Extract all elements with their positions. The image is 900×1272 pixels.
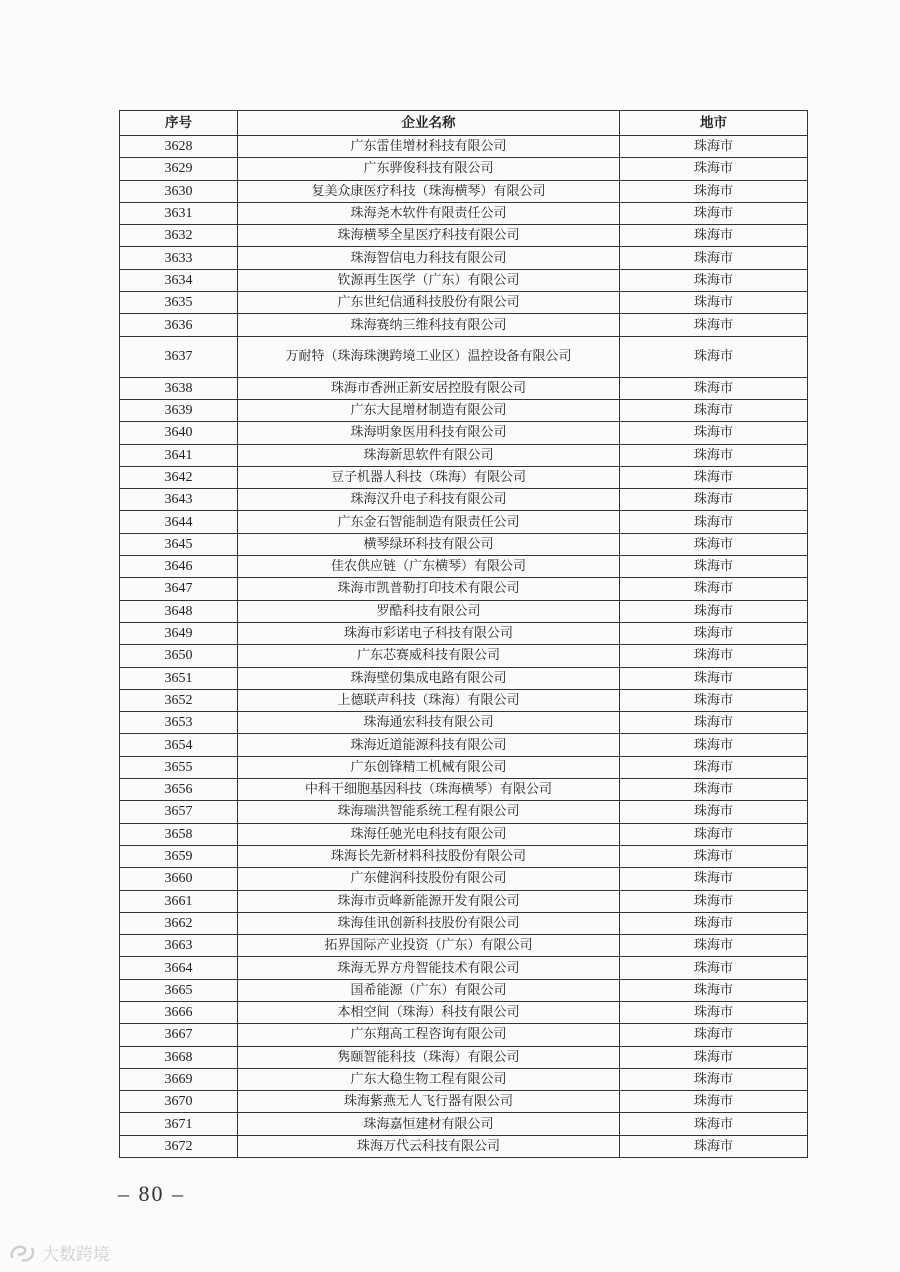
table-row: [120, 868, 808, 890]
table-row: [120, 136, 808, 158]
cell-city: 珠海市: [620, 136, 808, 158]
cell-serial: 3636: [120, 314, 238, 336]
cell-city: 珠海市: [620, 247, 808, 269]
table-row: [120, 756, 808, 778]
table-row: [120, 466, 808, 488]
table-row: [120, 269, 808, 291]
table-row: [120, 202, 808, 224]
cell-city: 珠海市: [620, 890, 808, 912]
cell-company-name: 中科干细胞基因科技（珠海横琴）有限公司: [238, 779, 620, 801]
cell-serial: 3654: [120, 734, 238, 756]
cell-serial: 3671: [120, 1113, 238, 1135]
cell-city: 珠海市: [620, 667, 808, 689]
cell-city: 珠海市: [620, 158, 808, 180]
cell-city: 珠海市: [620, 556, 808, 578]
cell-company-name: 珠海近道能源科技有限公司: [238, 734, 620, 756]
table-header-row: [120, 111, 808, 136]
cell-city: 珠海市: [620, 578, 808, 600]
cell-city: 珠海市: [620, 779, 808, 801]
cell-serial: 3653: [120, 712, 238, 734]
table-row: [120, 801, 808, 823]
table-row: [120, 511, 808, 533]
cell-serial: 3632: [120, 225, 238, 247]
cell-city: 珠海市: [620, 336, 808, 377]
cell-company-name: 广东世纪信通科技股份有限公司: [238, 292, 620, 314]
cell-company-name: 珠海新思软件有限公司: [238, 444, 620, 466]
table-row: [120, 600, 808, 622]
cell-company-name: 钦源再生医学（广东）有限公司: [238, 269, 620, 291]
table-row: [120, 377, 808, 399]
cell-company-name: 佳农供应链（广东横琴）有限公司: [238, 556, 620, 578]
cell-serial: 3661: [120, 890, 238, 912]
brand-logo-icon: [8, 1242, 38, 1264]
cell-company-name: 珠海市彩诺电子科技有限公司: [238, 622, 620, 644]
cell-serial: 3647: [120, 578, 238, 600]
table-row: [120, 689, 808, 711]
cell-company-name: 广东翔高工程咨询有限公司: [238, 1024, 620, 1046]
cell-city: 珠海市: [620, 489, 808, 511]
table-row: [120, 336, 808, 377]
cell-serial: 3656: [120, 779, 238, 801]
header-city: 地市: [620, 111, 808, 136]
table-row: [120, 422, 808, 444]
table-row: [120, 247, 808, 269]
cell-serial: 3663: [120, 935, 238, 957]
table-row: [120, 444, 808, 466]
table-row: [120, 180, 808, 202]
cell-city: 珠海市: [620, 756, 808, 778]
table-row: [120, 622, 808, 644]
cell-city: 珠海市: [620, 399, 808, 421]
cell-city: 珠海市: [620, 422, 808, 444]
cell-serial: 3644: [120, 511, 238, 533]
cell-company-name: 珠海佳讯创新科技股份有限公司: [238, 912, 620, 934]
cell-serial: 3657: [120, 801, 238, 823]
cell-serial: 3629: [120, 158, 238, 180]
cell-city: 珠海市: [620, 180, 808, 202]
cell-serial: 3659: [120, 845, 238, 867]
cell-city: 珠海市: [620, 444, 808, 466]
cell-city: 珠海市: [620, 1024, 808, 1046]
cell-company-name: 复美众康医疗科技（珠海横琴）有限公司: [238, 180, 620, 202]
table-row: [120, 578, 808, 600]
cell-serial: 3658: [120, 823, 238, 845]
cell-city: 珠海市: [620, 712, 808, 734]
cell-serial: 3655: [120, 756, 238, 778]
cell-serial: 3646: [120, 556, 238, 578]
cell-company-name: 珠海嘉恒建材有限公司: [238, 1113, 620, 1135]
table-row: [120, 912, 808, 934]
cell-serial: 3668: [120, 1046, 238, 1068]
cell-city: 珠海市: [620, 622, 808, 644]
header-serial: 序号: [120, 111, 238, 136]
cell-company-name: 珠海无界方舟智能技术有限公司: [238, 957, 620, 979]
cell-serial: 3640: [120, 422, 238, 444]
cell-company-name: 国希能源（广东）有限公司: [238, 979, 620, 1001]
cell-serial: 3665: [120, 979, 238, 1001]
cell-serial: 3633: [120, 247, 238, 269]
cell-city: 珠海市: [620, 533, 808, 555]
cell-company-name: 广东骅俊科技有限公司: [238, 158, 620, 180]
cell-company-name: 珠海万代云科技有限公司: [238, 1135, 620, 1157]
cell-company-name: 隽颐智能科技（珠海）有限公司: [238, 1046, 620, 1068]
cell-company-name: 珠海明象医用科技有限公司: [238, 422, 620, 444]
cell-city: 珠海市: [620, 734, 808, 756]
cell-serial: 3670: [120, 1091, 238, 1113]
cell-company-name: 罗酷科技有限公司: [238, 600, 620, 622]
cell-city: 珠海市: [620, 1113, 808, 1135]
cell-city: 珠海市: [620, 957, 808, 979]
table-row: [120, 667, 808, 689]
table-row: [120, 890, 808, 912]
cell-city: 珠海市: [620, 511, 808, 533]
table-row: [120, 1001, 808, 1023]
cell-city: 珠海市: [620, 823, 808, 845]
cell-company-name: 广东创锋精工机械有限公司: [238, 756, 620, 778]
cell-city: 珠海市: [620, 645, 808, 667]
cell-city: 珠海市: [620, 912, 808, 934]
cell-city: 珠海市: [620, 466, 808, 488]
cell-company-name: 广东芯赛威科技有限公司: [238, 645, 620, 667]
table-row: [120, 1113, 808, 1135]
cell-city: 珠海市: [620, 269, 808, 291]
cell-company-name: 豆子机器人科技（珠海）有限公司: [238, 466, 620, 488]
cell-city: 珠海市: [620, 845, 808, 867]
cell-serial: 3650: [120, 645, 238, 667]
cell-company-name: 珠海市香洲正新安居控股有限公司: [238, 377, 620, 399]
cell-company-name: 珠海市凯普勒打印技术有限公司: [238, 578, 620, 600]
cell-company-name: 珠海紫燕无人飞行器有限公司: [238, 1091, 620, 1113]
table-row: [120, 957, 808, 979]
cell-company-name: 广东健润科技股份有限公司: [238, 868, 620, 890]
table-row: [120, 314, 808, 336]
table-row: [120, 1024, 808, 1046]
table-row: [120, 1068, 808, 1090]
table-row: [120, 556, 808, 578]
cell-serial: 3666: [120, 1001, 238, 1023]
cell-serial: 3664: [120, 957, 238, 979]
cell-serial: 3634: [120, 269, 238, 291]
cell-city: 珠海市: [620, 935, 808, 957]
cell-company-name: 拓界国际产业投资（广东）有限公司: [238, 935, 620, 957]
cell-serial: 3628: [120, 136, 238, 158]
cell-company-name: 珠海汉升电子科技有限公司: [238, 489, 620, 511]
cell-serial: 3631: [120, 202, 238, 224]
cell-company-name: 珠海尧木软件有限责任公司: [238, 202, 620, 224]
enterprise-table-container: [119, 110, 807, 1158]
table-row: [120, 399, 808, 421]
table-row: [120, 823, 808, 845]
cell-company-name: 珠海任驰光电科技有限公司: [238, 823, 620, 845]
table-row: [120, 935, 808, 957]
cell-serial: 3642: [120, 466, 238, 488]
table-row: [120, 712, 808, 734]
cell-city: 珠海市: [620, 1046, 808, 1068]
cell-company-name: 万耐特（珠海珠澳跨境工业区）温控设备有限公司: [238, 336, 620, 377]
table-row: [120, 489, 808, 511]
cell-serial: 3652: [120, 689, 238, 711]
table-row: [120, 734, 808, 756]
cell-serial: 3662: [120, 912, 238, 934]
watermark-text: 大数跨境: [42, 1245, 110, 1265]
cell-company-name: 珠海壁仞集成电路有限公司: [238, 667, 620, 689]
cell-city: 珠海市: [620, 377, 808, 399]
cell-city: 珠海市: [620, 979, 808, 1001]
header-company-name: 企业名称: [238, 111, 620, 136]
cell-company-name: 珠海通宏科技有限公司: [238, 712, 620, 734]
cell-serial: 3637: [120, 336, 238, 377]
cell-serial: 3635: [120, 292, 238, 314]
table-row: [120, 845, 808, 867]
table-row: [120, 779, 808, 801]
cell-company-name: 广东金石智能制造有限责任公司: [238, 511, 620, 533]
cell-serial: 3645: [120, 533, 238, 555]
enterprise-table: [119, 110, 808, 1158]
table-row: [120, 1046, 808, 1068]
cell-city: 珠海市: [620, 1068, 808, 1090]
cell-serial: 3630: [120, 180, 238, 202]
table-row: [120, 1091, 808, 1113]
cell-serial: 3639: [120, 399, 238, 421]
cell-company-name: 本相空间（珠海）科技有限公司: [238, 1001, 620, 1023]
cell-city: 珠海市: [620, 314, 808, 336]
watermark: [8, 1240, 110, 1265]
cell-serial: 3643: [120, 489, 238, 511]
table-body: [120, 136, 808, 1158]
page-number: – 80 –: [118, 1181, 185, 1206]
cell-company-name: 广东大昆增材制造有限公司: [238, 399, 620, 421]
cell-serial: 3672: [120, 1135, 238, 1157]
cell-city: 珠海市: [620, 600, 808, 622]
cell-city: 珠海市: [620, 292, 808, 314]
table-row: [120, 1135, 808, 1157]
table-row: [120, 533, 808, 555]
table-row: [120, 645, 808, 667]
cell-company-name: 广东大稳生物工程有限公司: [238, 1068, 620, 1090]
cell-company-name: 横琴绿环科技有限公司: [238, 533, 620, 555]
cell-company-name: 珠海市贡峰新能源开发有限公司: [238, 890, 620, 912]
cell-company-name: 珠海智信电力科技有限公司: [238, 247, 620, 269]
cell-city: 珠海市: [620, 868, 808, 890]
cell-serial: 3660: [120, 868, 238, 890]
cell-city: 珠海市: [620, 1091, 808, 1113]
cell-company-name: 珠海横琴全星医疗科技有限公司: [238, 225, 620, 247]
table-row: [120, 225, 808, 247]
table-row: [120, 979, 808, 1001]
cell-city: 珠海市: [620, 202, 808, 224]
cell-serial: 3669: [120, 1068, 238, 1090]
cell-serial: 3649: [120, 622, 238, 644]
cell-serial: 3641: [120, 444, 238, 466]
table-row: [120, 158, 808, 180]
cell-city: 珠海市: [620, 225, 808, 247]
cell-company-name: 珠海瑞洪智能系统工程有限公司: [238, 801, 620, 823]
cell-company-name: 广东雷佳增材科技有限公司: [238, 136, 620, 158]
table-row: [120, 292, 808, 314]
cell-company-name: 上德联声科技（珠海）有限公司: [238, 689, 620, 711]
cell-serial: 3667: [120, 1024, 238, 1046]
cell-serial: 3651: [120, 667, 238, 689]
cell-city: 珠海市: [620, 1001, 808, 1023]
cell-serial: 3638: [120, 377, 238, 399]
cell-city: 珠海市: [620, 689, 808, 711]
cell-serial: 3648: [120, 600, 238, 622]
cell-company-name: 珠海赛纳三维科技有限公司: [238, 314, 620, 336]
cell-company-name: 珠海长先新材料科技股份有限公司: [238, 845, 620, 867]
cell-city: 珠海市: [620, 1135, 808, 1157]
cell-city: 珠海市: [620, 801, 808, 823]
